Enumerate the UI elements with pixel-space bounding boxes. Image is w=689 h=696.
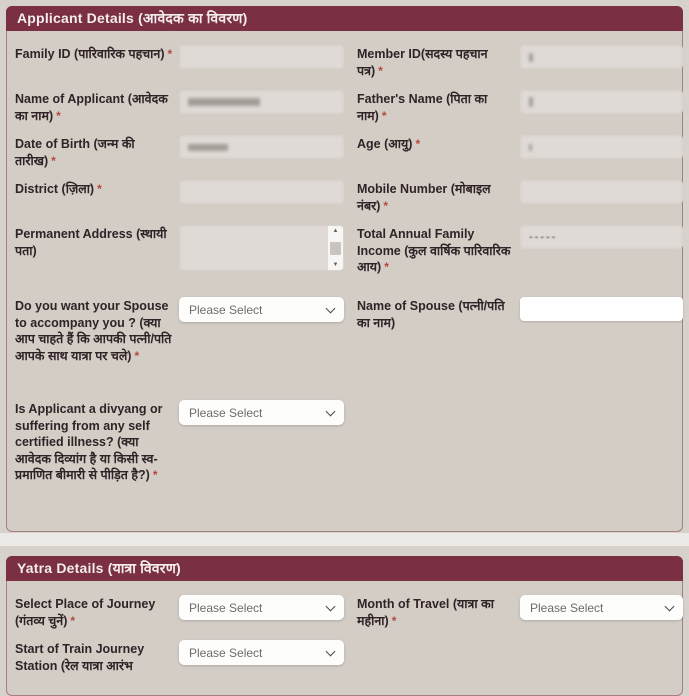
annual-income-value: -----	[529, 231, 558, 243]
chevron-down-icon	[326, 646, 336, 656]
scroll-up-icon[interactable]: ▲	[332, 228, 339, 234]
applicant-details-section	[6, 6, 683, 532]
district-label: District (ज़िला) *	[15, 182, 102, 196]
month-of-travel-select[interactable]	[520, 595, 683, 620]
yatra-details-header	[6, 556, 683, 581]
spouse-accompany-selected-value: Please Select	[189, 302, 263, 317]
redacted-value	[529, 97, 533, 107]
redacted-value	[529, 144, 532, 151]
divyang-label: Is Applicant a divyang or suffering from any self certified illness? (क्या आवेदक दिव्यांग है या किसी स्व-प्रमाणित बीमारी से पीड़ित है?) *	[15, 402, 163, 482]
permanent-address-textarea[interactable]	[179, 225, 344, 271]
member-id-label: Member ID(सदस्य पहचान पत्र) *	[357, 47, 488, 78]
family-id-input[interactable]	[179, 45, 344, 69]
spouse-accompany-label: Do you want your Spouse to accompany you ? (क्या आप चाहते हैं कि आपकी पत्नी/पति आपके साथ यात्रा पर चले) *	[15, 299, 172, 363]
annual-income-input[interactable]	[520, 225, 683, 249]
chevron-down-icon	[326, 601, 336, 611]
age-label: Age (आयु) *	[357, 137, 421, 151]
spouse-name-label: Name of Spouse (पत्नी/पति का नाम)	[357, 299, 505, 330]
place-of-journey-selected-value: Please Select	[189, 600, 263, 615]
applicant-name-label: Name of Applicant (आवेदक का नाम) *	[15, 92, 168, 123]
father-name-label: Father's Name (पिता का नाम) *	[357, 92, 488, 123]
train-start-station-selected-value: Please Select	[189, 645, 263, 660]
spouse-accompany-select[interactable]	[179, 297, 344, 322]
textarea-scrollbar[interactable]	[328, 226, 343, 270]
applicant-details-title: Applicant Details (आवेदक का विवरण)	[17, 10, 248, 26]
redacted-value	[529, 53, 533, 62]
age-input[interactable]	[520, 135, 683, 159]
divyang-select[interactable]	[179, 400, 344, 425]
father-name-input[interactable]	[520, 90, 683, 114]
member-id-input[interactable]	[520, 45, 683, 69]
family-id-label: Family ID (पारिवारिक पहचान) *	[15, 47, 173, 61]
redacted-value	[188, 144, 228, 151]
applicant-name-input[interactable]	[179, 90, 344, 114]
mobile-number-input[interactable]	[520, 180, 683, 204]
spouse-name-input[interactable]	[520, 297, 683, 321]
divyang-selected-value: Please Select	[189, 405, 263, 420]
annual-income-label: Total Annual Family Income (कुल वार्षिक पारिवारिक आय) *	[357, 227, 511, 274]
place-of-journey-label: Select Place of Journey (गंतव्य चुनें) *	[15, 597, 156, 628]
chevron-down-icon	[665, 601, 675, 611]
train-start-station-label: Start of Train Journey Station (रेल यात्रा आरंभ	[15, 642, 145, 673]
scroll-thumb[interactable]	[330, 242, 341, 255]
yatra-details-title: Yatra Details (यात्रा विवरण)	[17, 560, 181, 576]
permanent-address-label: Permanent Address (स्थायी पता)	[15, 227, 167, 258]
section-gap	[0, 533, 689, 546]
applicant-details-header	[6, 6, 683, 31]
month-of-travel-label: Month of Travel (यात्रा का महीना) *	[357, 597, 494, 628]
month-of-travel-selected-value: Please Select	[530, 600, 604, 615]
place-of-journey-select[interactable]	[179, 595, 344, 620]
mobile-number-label: Mobile Number (मोबाइल नंबर) *	[357, 182, 491, 213]
chevron-down-icon	[326, 303, 336, 313]
dob-label: Date of Birth (जन्म की तारीख) *	[15, 137, 135, 168]
district-input[interactable]	[179, 180, 344, 204]
yatra-details-section	[6, 556, 683, 696]
dob-input[interactable]	[179, 135, 344, 159]
chevron-down-icon	[326, 406, 336, 416]
train-start-station-select[interactable]	[179, 640, 344, 665]
redacted-value	[188, 98, 260, 106]
scroll-down-icon[interactable]: ▼	[332, 262, 339, 268]
